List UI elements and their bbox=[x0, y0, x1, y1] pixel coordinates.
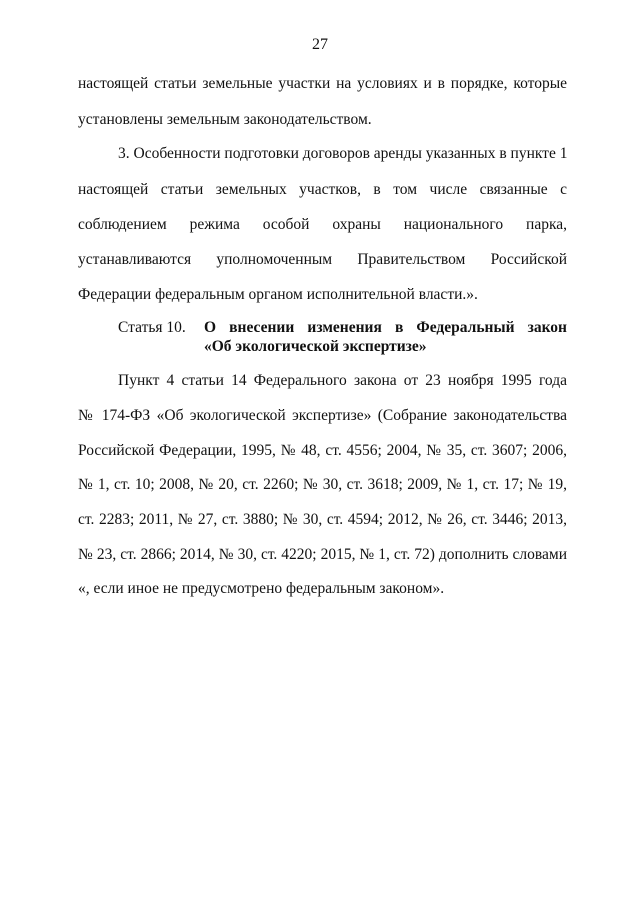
article-body-line: № 23, ст. 2866; 2014, № 30, ст. 4220; 2015, № 1, ст. 72) дополнить словами bbox=[78, 546, 567, 563]
article-title-line2: «Об экологической экспертизе» bbox=[204, 338, 427, 355]
article-body-line: № 174-ФЗ «Об экологической экспертизе» (Собрание законодательства bbox=[78, 407, 567, 424]
article-heading bbox=[118, 319, 567, 337]
article-body-line: № 1, ст. 10; 2008, № 20, ст. 2260; № 30, ст. 3618; 2009, № 1, ст. 17; № 19, bbox=[78, 476, 567, 493]
article-label: Статья 10. bbox=[118, 319, 186, 336]
paragraph-line: соблюдением режима особой охраны национального парка, bbox=[78, 216, 567, 233]
page-number: 27 bbox=[312, 36, 328, 53]
paragraph-line: 3. Особенности подготовки договоров аренды указанных в пункте 1 bbox=[118, 145, 568, 162]
paragraph-line: настоящей статьи земельные участки на условиях и в порядке, которые bbox=[78, 75, 567, 92]
article-body-line: «, если иное не предусмотрено федеральным законом». bbox=[78, 580, 445, 597]
article-body-line: Пункт 4 статьи 14 Федерального закона от 23 ноября 1995 года bbox=[118, 372, 567, 389]
article-title-line1: О внесении изменения в Федеральный закон bbox=[204, 319, 567, 336]
article-body-line: ст. 2283; 2011, № 27, ст. 3880; № 30, ст. 4594; 2012, № 26, ст. 3446; 2013, bbox=[78, 511, 567, 528]
paragraph-line: Федерации федеральным органом исполнительной власти.». bbox=[78, 286, 478, 303]
paragraph-line: настоящей статьи земельных участков, в том числе связанные с bbox=[78, 181, 567, 198]
paragraph-line: установлены земельным законодательством. bbox=[78, 111, 372, 128]
paragraph-line: устанавливаются уполномоченным Правительством Российской bbox=[78, 251, 567, 268]
article-body-line: Российской Федерации, 1995, № 48, ст. 4556; 2004, № 35, ст. 3607; 2006, bbox=[78, 442, 567, 459]
